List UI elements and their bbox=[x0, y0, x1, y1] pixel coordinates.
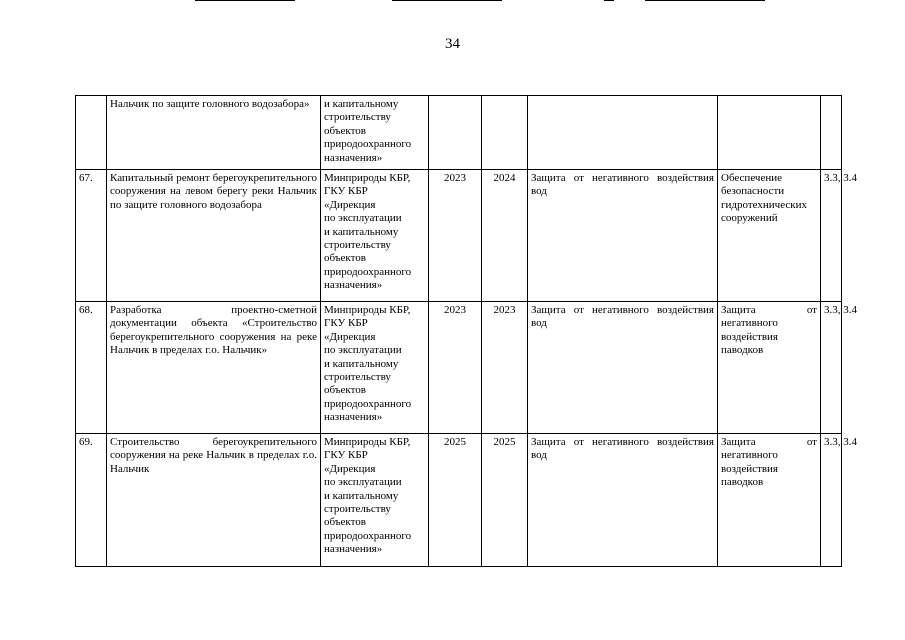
measure-name-cell: Разработка проектно-сметной документации объекта «Строительство берегоукрепительного сооружения на реке Нальчик в пределах г.о. Нальчик» bbox=[107, 302, 321, 434]
row-number-cell bbox=[76, 96, 107, 170]
end-year-cell: 2024 bbox=[482, 170, 528, 302]
responsible-line: и капитальному bbox=[324, 357, 399, 370]
responsible-line: строительству bbox=[324, 503, 391, 516]
end-year-cell: 2025 bbox=[482, 434, 528, 567]
responsible-line: назначения» bbox=[324, 279, 383, 292]
responsible-line: ГКУ КБР bbox=[324, 449, 368, 462]
responsible-line: ГКУ КБР bbox=[324, 317, 368, 330]
end-year-cell: 2023 bbox=[482, 302, 528, 434]
scan-artifact-line bbox=[645, 0, 765, 1]
result-cell: Защита от негативного воздействия паводков bbox=[718, 302, 821, 434]
responsible-line: и капитальному bbox=[324, 489, 399, 502]
responsible-cell bbox=[321, 302, 429, 434]
start-year-cell bbox=[429, 96, 482, 170]
responsible-line: объектов bbox=[324, 252, 366, 265]
responsible-line: по эксплуатации bbox=[324, 476, 402, 489]
responsible-line: Минприроды КБР, bbox=[324, 436, 411, 448]
responsible-line: объектов bbox=[324, 384, 366, 397]
measures-table bbox=[75, 95, 857, 567]
responsible-line: Минприроды КБР, bbox=[324, 172, 411, 184]
scan-artifact-line bbox=[604, 0, 614, 1]
task-cell: Защита от негативного воздействия вод bbox=[528, 302, 718, 434]
end-year-cell bbox=[482, 96, 528, 170]
responsible-line: ГКУ КБР bbox=[324, 185, 368, 198]
indicators-cell bbox=[821, 96, 842, 170]
measure-name-cell: Строительство берегоукрепительного сооружения на реке Нальчик в пределах г.о. Нальчик bbox=[107, 434, 321, 567]
task-cell: Защита от негативного воздействия вод bbox=[528, 434, 718, 567]
responsible-line: «Дирекция bbox=[324, 330, 376, 343]
indicators-cell: 3.3, 3.4 bbox=[821, 302, 842, 434]
responsible-line: природоохранного bbox=[324, 265, 412, 278]
scan-artifact-line bbox=[195, 0, 295, 1]
responsible-line: природоохранного bbox=[324, 397, 412, 410]
responsible-line: назначения» bbox=[324, 411, 383, 424]
row-number-cell: 67. bbox=[76, 170, 107, 302]
responsible-line: объектов bbox=[324, 124, 366, 137]
table-row-continuation bbox=[76, 96, 842, 170]
result-cell: Защита от негативного воздействия паводков bbox=[718, 434, 821, 567]
responsible-cell bbox=[321, 96, 429, 170]
indicators-cell: 3.3, 3.4 bbox=[821, 434, 842, 567]
row-number-cell: 69. bbox=[76, 434, 107, 567]
table-row bbox=[76, 170, 842, 302]
responsible-line: природоохранного bbox=[324, 138, 412, 151]
table-body bbox=[76, 96, 857, 567]
start-year-cell: 2023 bbox=[429, 302, 482, 434]
responsible-line: объектов bbox=[324, 516, 366, 529]
table-row bbox=[76, 434, 842, 567]
responsible-cell bbox=[321, 434, 429, 567]
responsible-line: назначения» bbox=[324, 543, 383, 556]
start-year-cell: 2023 bbox=[429, 170, 482, 302]
responsible-line: и капитальному bbox=[324, 98, 399, 110]
responsible-cell bbox=[321, 170, 429, 302]
page-number: 34 bbox=[445, 36, 460, 52]
result-cell bbox=[718, 96, 821, 170]
responsible-line: строительству bbox=[324, 111, 391, 124]
responsible-line: строительству bbox=[324, 371, 391, 384]
responsible-line: Минприроды КБР, bbox=[324, 304, 411, 316]
responsible-line: по эксплуатации bbox=[324, 344, 402, 357]
task-cell: Защита от негативного воздействия вод bbox=[528, 170, 718, 302]
table-row bbox=[76, 302, 842, 434]
responsible-line: по эксплуатации bbox=[324, 212, 402, 225]
responsible-line: и капитальному bbox=[324, 225, 399, 238]
scan-artifact-line bbox=[392, 0, 502, 1]
result-cell: Обеспечение безопасности гидротехнических сооружений bbox=[718, 170, 821, 302]
responsible-line: назначения» bbox=[324, 151, 383, 164]
measure-name-cell: Нальчик по защите головного водозабора» bbox=[107, 96, 321, 170]
responsible-line: «Дирекция bbox=[324, 462, 376, 475]
responsible-line: «Дирекция bbox=[324, 198, 376, 211]
row-number-cell: 68. bbox=[76, 302, 107, 434]
task-cell bbox=[528, 96, 718, 170]
start-year-cell: 2025 bbox=[429, 434, 482, 567]
responsible-line: строительству bbox=[324, 239, 391, 252]
responsible-line: природоохранного bbox=[324, 529, 412, 542]
measure-name-cell: Капитальный ремонт берегоукрепительного сооружения на левом берегу реки Нальчик по защите головного водозабора bbox=[107, 170, 321, 302]
indicators-cell: 3.3, 3.4 bbox=[821, 170, 842, 302]
